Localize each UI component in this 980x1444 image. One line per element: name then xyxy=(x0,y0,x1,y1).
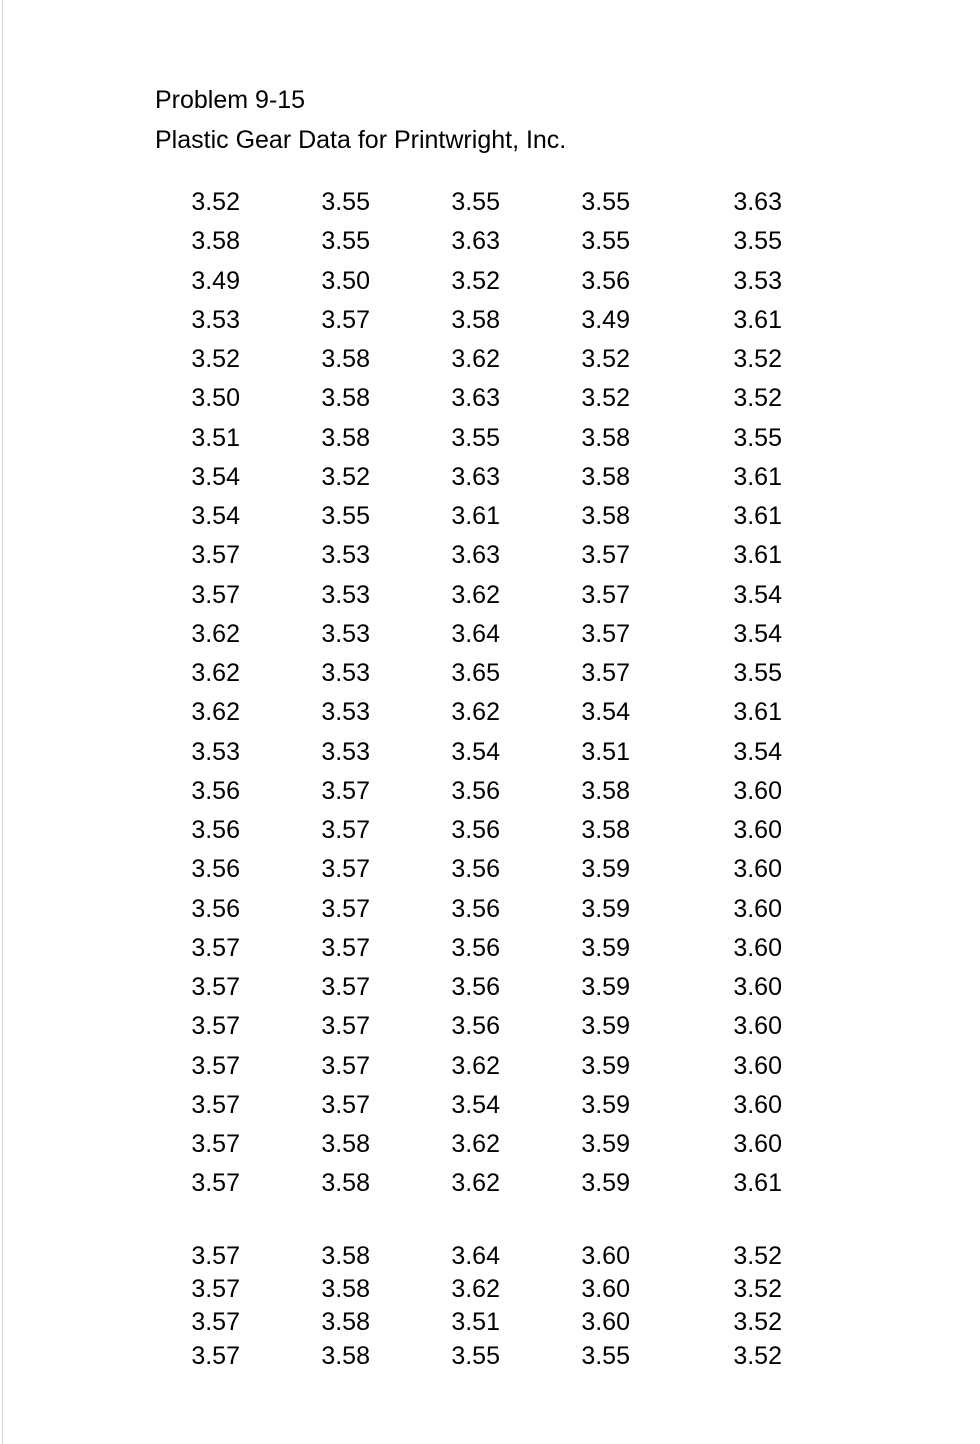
problem-title: Problem 9-15 xyxy=(155,86,306,114)
data-value: 3.63 xyxy=(451,462,500,491)
data-value: 3.54 xyxy=(733,580,782,609)
data-value: 3.60 xyxy=(581,1275,630,1303)
data-value: 3.62 xyxy=(191,659,240,687)
data-value: 3.53 xyxy=(191,737,240,766)
data-value: 3.57 xyxy=(191,1308,240,1336)
data-value: 3.60 xyxy=(733,855,782,884)
data-value: 3.55 xyxy=(733,659,782,687)
data-value: 3.59 xyxy=(581,1169,630,1198)
data-value: 3.58 xyxy=(321,1308,370,1336)
data-value: 3.61 xyxy=(733,541,782,570)
data-value: 3.49 xyxy=(581,305,630,334)
data-value: 3.58 xyxy=(451,305,500,334)
data-value: 3.63 xyxy=(733,188,782,216)
data-value: 3.53 xyxy=(321,659,370,687)
data-value: 3.56 xyxy=(451,1012,500,1041)
data-value: 3.54 xyxy=(581,698,630,727)
data-value: 3.58 xyxy=(191,227,240,256)
data-value: 3.58 xyxy=(581,423,630,452)
data-value: 3.50 xyxy=(321,266,370,295)
data-value: 3.62 xyxy=(451,580,500,609)
data-value: 3.62 xyxy=(451,1169,500,1198)
data-value: 3.60 xyxy=(733,894,782,923)
data-value: 3.57 xyxy=(581,580,630,609)
data-value: 3.59 xyxy=(581,894,630,923)
data-value: 3.56 xyxy=(191,816,240,844)
data-value: 3.57 xyxy=(321,1090,370,1119)
data-value: 3.58 xyxy=(321,384,370,413)
data-value: 3.56 xyxy=(581,266,630,295)
data-value: 3.56 xyxy=(191,855,240,884)
data-value: 3.57 xyxy=(191,580,240,609)
data-value: 3.58 xyxy=(321,423,370,452)
data-value: 3.60 xyxy=(733,816,782,844)
data-value: 3.60 xyxy=(581,1242,630,1270)
data-value: 3.58 xyxy=(321,1242,370,1270)
data-value: 3.55 xyxy=(321,188,370,216)
data-value: 3.59 xyxy=(581,973,630,1001)
data-value: 3.61 xyxy=(733,698,782,727)
data-value: 3.55 xyxy=(581,1342,630,1370)
data-value: 3.60 xyxy=(733,973,782,1001)
data-value: 3.60 xyxy=(733,1051,782,1080)
data-value: 3.57 xyxy=(581,619,630,648)
data-value: 3.52 xyxy=(581,345,630,373)
data-value: 3.56 xyxy=(451,776,500,805)
data-value: 3.57 xyxy=(191,541,240,570)
data-value: 3.58 xyxy=(581,502,630,530)
data-value: 3.54 xyxy=(733,737,782,766)
data-value: 3.56 xyxy=(451,816,500,844)
data-value: 3.62 xyxy=(451,698,500,727)
data-value: 3.49 xyxy=(191,266,240,295)
data-value: 3.55 xyxy=(451,188,500,216)
data-value: 3.51 xyxy=(451,1308,500,1336)
data-value: 3.57 xyxy=(321,776,370,805)
data-value: 3.56 xyxy=(451,894,500,923)
data-value: 3.53 xyxy=(321,698,370,727)
data-value: 3.57 xyxy=(321,305,370,334)
data-value: 3.52 xyxy=(733,384,782,413)
data-value: 3.62 xyxy=(451,1275,500,1303)
data-value: 3.58 xyxy=(581,462,630,491)
data-value: 3.57 xyxy=(191,933,240,962)
data-value: 3.57 xyxy=(321,855,370,884)
data-value: 3.61 xyxy=(733,305,782,334)
data-value: 3.57 xyxy=(191,1169,240,1198)
data-value: 3.57 xyxy=(191,1051,240,1080)
data-value: 3.52 xyxy=(321,462,370,491)
data-value: 3.58 xyxy=(321,1275,370,1303)
data-value: 3.57 xyxy=(321,894,370,923)
data-value: 3.54 xyxy=(733,619,782,648)
data-value: 3.52 xyxy=(733,345,782,373)
data-value: 3.61 xyxy=(733,502,782,530)
data-value: 3.57 xyxy=(191,1012,240,1041)
data-value: 3.55 xyxy=(451,423,500,452)
data-value: 3.56 xyxy=(451,855,500,884)
data-value: 3.56 xyxy=(191,894,240,923)
data-value: 3.53 xyxy=(321,580,370,609)
data-value: 3.59 xyxy=(581,1090,630,1119)
data-value: 3.55 xyxy=(321,502,370,530)
data-value: 3.52 xyxy=(733,1275,782,1303)
data-value: 3.64 xyxy=(451,619,500,648)
data-value: 3.59 xyxy=(581,1051,630,1080)
data-value: 3.60 xyxy=(581,1308,630,1336)
data-value: 3.57 xyxy=(321,973,370,1001)
data-value: 3.53 xyxy=(191,305,240,334)
data-value: 3.55 xyxy=(733,227,782,256)
data-value: 3.52 xyxy=(733,1308,782,1336)
dataset-title: Plastic Gear Data for Printwright, Inc. xyxy=(155,126,567,154)
data-value: 3.60 xyxy=(733,1130,782,1158)
data-value: 3.61 xyxy=(733,462,782,491)
data-value: 3.55 xyxy=(321,227,370,256)
data-value: 3.57 xyxy=(191,1242,240,1270)
data-value: 3.62 xyxy=(451,1051,500,1080)
data-value: 3.57 xyxy=(321,1051,370,1080)
data-value: 3.54 xyxy=(451,737,500,766)
data-value: 3.55 xyxy=(451,1342,500,1370)
data-value: 3.58 xyxy=(321,1169,370,1198)
data-value: 3.62 xyxy=(191,698,240,727)
data-value: 3.56 xyxy=(451,973,500,1001)
data-value: 3.54 xyxy=(191,462,240,491)
data-value: 3.52 xyxy=(581,384,630,413)
data-value: 3.53 xyxy=(321,541,370,570)
data-value: 3.55 xyxy=(733,423,782,452)
data-value: 3.56 xyxy=(451,933,500,962)
data-value: 3.52 xyxy=(733,1342,782,1370)
data-value: 3.58 xyxy=(321,1130,370,1158)
data-value: 3.53 xyxy=(321,619,370,648)
data-value: 3.52 xyxy=(191,188,240,216)
data-value: 3.60 xyxy=(733,1012,782,1041)
data-value: 3.55 xyxy=(581,188,630,216)
data-value: 3.57 xyxy=(581,541,630,570)
data-value: 3.65 xyxy=(451,659,500,687)
data-value: 3.56 xyxy=(191,776,240,805)
data-value: 3.60 xyxy=(733,776,782,805)
data-value: 3.51 xyxy=(581,737,630,766)
data-value: 3.57 xyxy=(581,659,630,687)
data-value: 3.60 xyxy=(733,933,782,962)
data-value: 3.59 xyxy=(581,1012,630,1041)
data-value: 3.54 xyxy=(191,502,240,530)
data-value: 3.52 xyxy=(733,1242,782,1270)
data-value: 3.63 xyxy=(451,384,500,413)
data-value: 3.58 xyxy=(581,776,630,805)
data-value: 3.57 xyxy=(191,1130,240,1158)
data-value: 3.57 xyxy=(321,933,370,962)
data-value: 3.57 xyxy=(191,1090,240,1119)
data-value: 3.53 xyxy=(733,266,782,295)
data-value: 3.57 xyxy=(321,1012,370,1041)
data-value: 3.59 xyxy=(581,933,630,962)
data-value: 3.58 xyxy=(321,1342,370,1370)
data-value: 3.59 xyxy=(581,1130,630,1158)
data-value: 3.51 xyxy=(191,423,240,452)
data-value: 3.52 xyxy=(451,266,500,295)
data-value: 3.58 xyxy=(581,816,630,844)
data-value: 3.62 xyxy=(451,1130,500,1158)
data-value: 3.63 xyxy=(451,227,500,256)
data-value: 3.57 xyxy=(321,816,370,844)
page-left-border xyxy=(2,0,3,1444)
data-value: 3.53 xyxy=(321,737,370,766)
data-value: 3.58 xyxy=(321,345,370,373)
data-value: 3.62 xyxy=(191,619,240,648)
data-value: 3.52 xyxy=(191,345,240,373)
data-value: 3.55 xyxy=(581,227,630,256)
data-value: 3.50 xyxy=(191,384,240,413)
data-value: 3.57 xyxy=(191,973,240,1001)
data-value: 3.60 xyxy=(733,1090,782,1119)
data-value: 3.57 xyxy=(191,1342,240,1370)
data-value: 3.61 xyxy=(733,1169,782,1198)
data-value: 3.61 xyxy=(451,502,500,530)
data-value: 3.54 xyxy=(451,1090,500,1119)
data-value: 3.57 xyxy=(191,1275,240,1303)
data-value: 3.62 xyxy=(451,345,500,373)
data-value: 3.64 xyxy=(451,1242,500,1270)
data-value: 3.63 xyxy=(451,541,500,570)
data-value: 3.59 xyxy=(581,855,630,884)
